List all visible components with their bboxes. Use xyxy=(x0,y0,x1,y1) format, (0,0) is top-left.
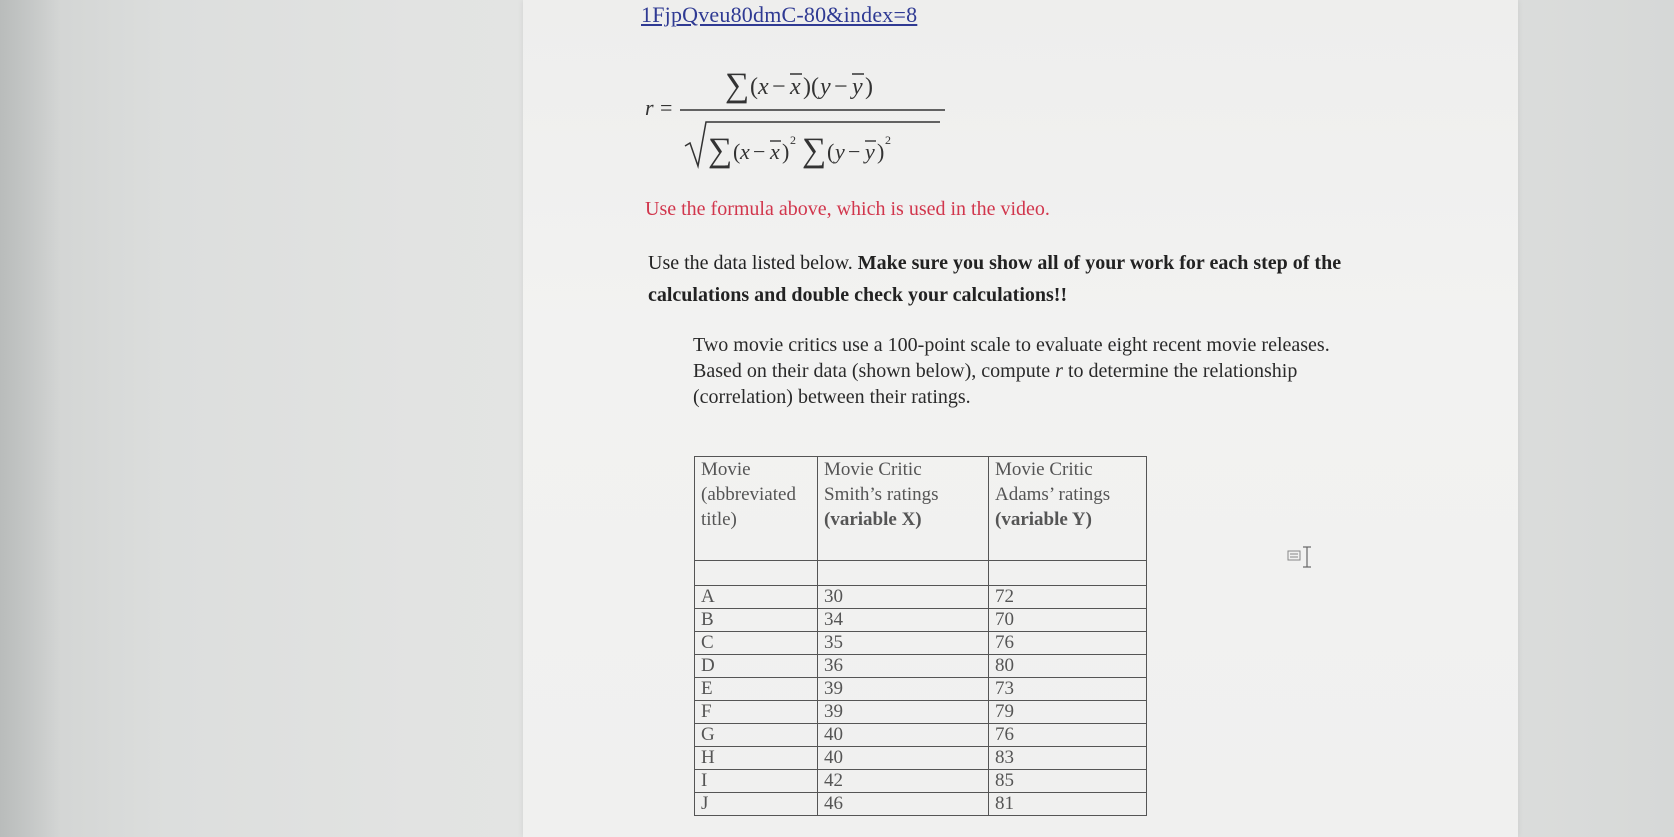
svg-text:y: y xyxy=(820,74,831,100)
table-cell: 81 xyxy=(989,793,1147,816)
svg-text:x: x xyxy=(770,139,780,164)
instructions-bold: Make sure you show all of your work for each step of the calculations and double check your calculations!! xyxy=(648,252,1342,306)
svg-text:(: ( xyxy=(750,74,758,100)
table-row xyxy=(695,724,1147,747)
svg-text:y: y xyxy=(835,139,845,164)
table-cell: 40 xyxy=(818,724,989,747)
svg-text:−: − xyxy=(834,74,848,100)
table-cell: 73 xyxy=(989,678,1147,701)
header-line: Movie Critic xyxy=(824,459,922,480)
svg-text:y: y xyxy=(852,74,863,100)
svg-text:=: = xyxy=(660,95,673,120)
table-cell: 79 xyxy=(989,701,1147,724)
svg-text:y: y xyxy=(865,139,875,164)
table-cell: 76 xyxy=(989,724,1147,747)
table-cell: 70 xyxy=(989,609,1147,632)
table-row xyxy=(695,609,1147,632)
table-row xyxy=(695,793,1147,816)
table-cell xyxy=(818,561,989,586)
blank-row xyxy=(695,561,1147,586)
header-smith xyxy=(818,457,989,561)
header-adams xyxy=(989,457,1147,561)
svg-text:2: 2 xyxy=(885,133,891,147)
table-cell: A xyxy=(695,586,818,609)
header-movie xyxy=(695,457,818,561)
svg-text:x: x xyxy=(740,139,750,164)
svg-text:(: ( xyxy=(827,139,835,164)
table-cell: 39 xyxy=(818,701,989,724)
table-cell: B xyxy=(695,609,818,632)
table-cell: 72 xyxy=(989,586,1147,609)
svg-text:−: − xyxy=(848,139,861,164)
table-cell: F xyxy=(695,701,818,724)
svg-text:): ) xyxy=(865,74,873,100)
table-cell: H xyxy=(695,747,818,770)
header-line: (variable X) xyxy=(824,509,922,530)
table-row xyxy=(695,770,1147,793)
header-line: Movie xyxy=(701,459,751,480)
table-cell: I xyxy=(695,770,818,793)
table-cell: 85 xyxy=(989,770,1147,793)
svg-text:): ) xyxy=(877,139,885,164)
svg-text:−: − xyxy=(772,74,786,100)
header-line: Adams’ ratings xyxy=(995,484,1111,505)
table-cell: 36 xyxy=(818,655,989,678)
svg-text:x: x xyxy=(790,74,801,100)
correlation-formula xyxy=(640,58,960,178)
table-row xyxy=(695,747,1147,770)
svg-text:∑: ∑ xyxy=(725,67,750,104)
svg-text:(: ( xyxy=(733,139,741,164)
instructions-plain: Use the data listed below. xyxy=(648,252,853,274)
table-cell: 34 xyxy=(818,609,989,632)
formula-instruction-note: Use the formula above, which is used in the video. xyxy=(645,198,1050,220)
table-cell: 42 xyxy=(818,770,989,793)
svg-text:−: − xyxy=(753,139,766,164)
table-cell: 83 xyxy=(989,747,1147,770)
header-line: Movie Critic xyxy=(995,459,1093,480)
table-cell: 76 xyxy=(989,632,1147,655)
svg-text:2: 2 xyxy=(790,133,796,147)
table-cell: G xyxy=(695,724,818,747)
problem-part1: Two movie critics use a 100-point scale to evaluate eight recent movie releases. Based on their data (shown below), compute xyxy=(693,334,1330,382)
ratings-table xyxy=(694,456,1147,816)
header-line: (abbreviated xyxy=(701,484,796,505)
svg-text:r: r xyxy=(645,95,654,120)
header-line: title) xyxy=(701,509,737,530)
table-cell: C xyxy=(695,632,818,655)
table-row xyxy=(695,701,1147,724)
table-cell: 30 xyxy=(818,586,989,609)
svg-text:): ) xyxy=(782,139,790,164)
table-cell: 80 xyxy=(989,655,1147,678)
svg-text:∑: ∑ xyxy=(802,132,827,169)
table-cell xyxy=(695,561,818,586)
header-line: (variable Y) xyxy=(995,509,1092,530)
svg-text:∑: ∑ xyxy=(708,132,733,169)
table-row xyxy=(695,655,1147,678)
table-cell: 40 xyxy=(818,747,989,770)
table-row xyxy=(695,632,1147,655)
problem-variable: r xyxy=(1055,360,1063,382)
table-row xyxy=(695,586,1147,609)
table-cell: E xyxy=(695,678,818,701)
table-cell: 46 xyxy=(818,793,989,816)
table-cell: 39 xyxy=(818,678,989,701)
problem-statement xyxy=(693,332,1353,410)
text-cursor-icon xyxy=(1287,545,1317,571)
header-line: Smith’s ratings xyxy=(824,484,939,505)
svg-text:x: x xyxy=(758,74,769,100)
table-cell: 35 xyxy=(818,632,989,655)
table-cell: J xyxy=(695,793,818,816)
screen-edge-shadow xyxy=(0,0,60,837)
table-cell xyxy=(989,561,1147,586)
problem-part2: to determine the relationship (correlation) between their ratings. xyxy=(693,360,1298,408)
video-link[interactable]: 1FjpQveu80dmC-80&index=8 xyxy=(641,2,918,27)
table-row xyxy=(695,678,1147,701)
svg-text:)(: )( xyxy=(803,74,819,100)
work-instructions xyxy=(648,247,1378,311)
table-cell: D xyxy=(695,655,818,678)
